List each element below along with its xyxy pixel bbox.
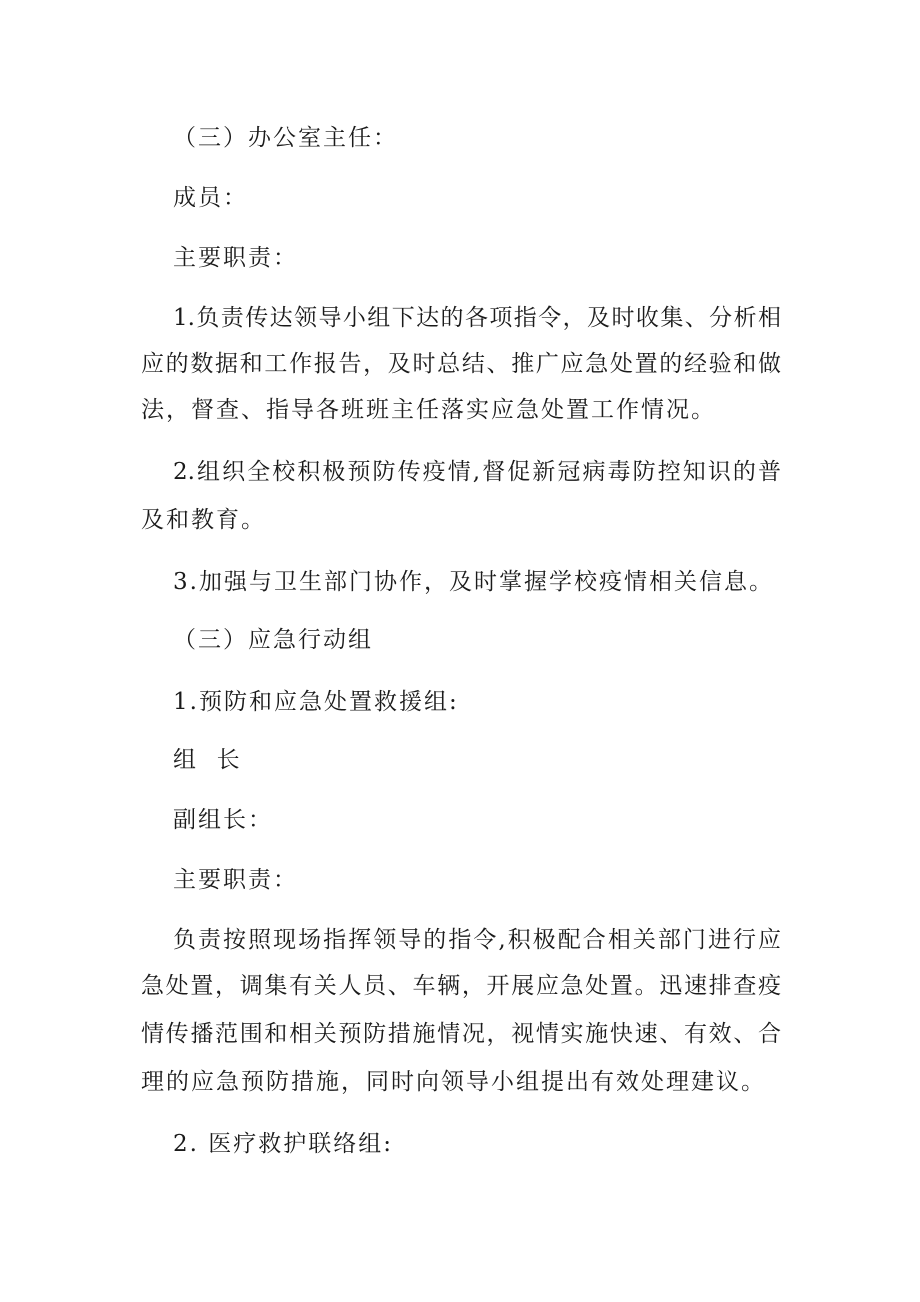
main-duties-label: 主要职责： [173,245,298,271]
section-heading-emergency-action-group: （三）应急行动组 [173,627,373,653]
rescue-duty-line-3: 情传播范围和相关预防措施情况，视情实施快速、有效、合 [141,1021,781,1047]
subgroup-1-heading: 1.预防和应急处置救援组: [173,689,459,715]
duty-2-line-1: 2.组织全校积极预防传疫情,督促新冠病毒防控知识的普 [173,459,781,485]
rescue-duty-line-1: 负责按照现场指挥领导的指令,积极配合相关部门进行应 [173,927,781,953]
duty-1-line-3: 法，督查、指导各班班主任落实应急处置工作情况。 [141,397,716,423]
deputy-leader-label: 副组长： [173,807,273,833]
duty-1-line-1: 1.负责传达领导小组下达的各项指令，及时收集、分析相 [173,305,781,331]
group-leader-label: 组 长 [173,747,242,773]
duty-3: 3.加强与卫生部门协作，及时掌握学校疫情相关信息。 [173,569,774,595]
subgroup-2-heading: 2. 医疗救护联络组: [173,1131,394,1157]
duty-1-line-2: 应的数据和工作报告，及时总结、推广应急处置的经验和做 [141,351,781,377]
section-heading-office-director: （三）办公室主任： [173,125,398,151]
rescue-duty-line-2: 急处置，调集有关人员、车辆，开展应急处置。迅速排查疫 [141,973,781,999]
members-label: 成员： [173,185,248,211]
duty-2-line-2: 及和教育。 [141,507,266,533]
main-duties-label-2: 主要职责： [173,867,298,893]
rescue-duty-line-4: 理的应急预防措施，同时向领导小组提出有效处理建议。 [141,1069,766,1095]
